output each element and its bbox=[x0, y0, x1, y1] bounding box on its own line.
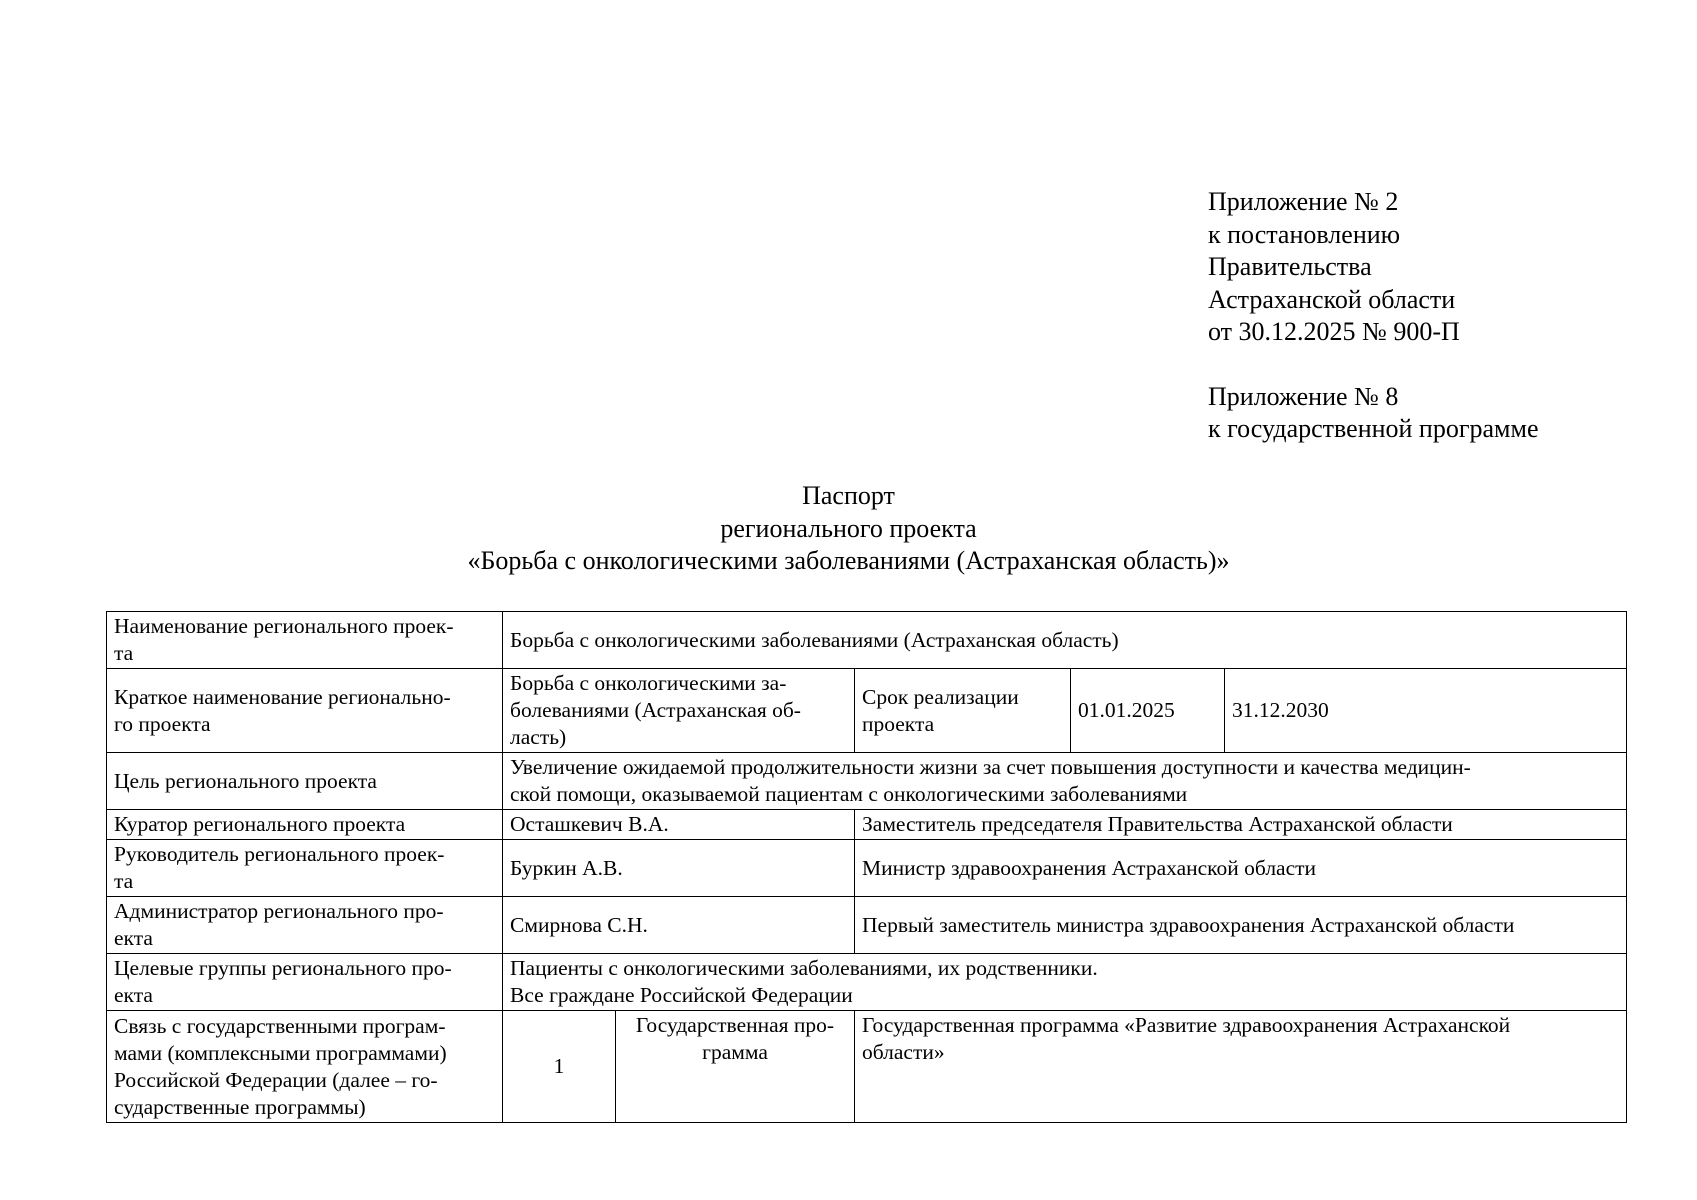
target-groups-label: Целевые группы регионального про- екта bbox=[107, 954, 503, 1011]
passport-table bbox=[106, 611, 1627, 1123]
appendix-gap bbox=[1208, 349, 1539, 381]
table-row bbox=[107, 840, 1627, 897]
project-name-label: Наименование регионального проек- та bbox=[107, 612, 503, 669]
admin-name: Смирнова С.Н. bbox=[503, 897, 855, 954]
table-row bbox=[107, 669, 1627, 753]
head-name: Буркин А.В. bbox=[503, 840, 855, 897]
table-row bbox=[107, 897, 1627, 954]
table-row bbox=[107, 753, 1627, 810]
admin-position: Первый заместитель министра здравоохранения Астраханской области bbox=[855, 897, 1627, 954]
table-row bbox=[107, 810, 1627, 840]
appendix-line: Астраханской области bbox=[1208, 284, 1456, 314]
admin-label: Администратор регионального про- екта bbox=[107, 897, 503, 954]
appendix-line: Приложение № 8 bbox=[1208, 381, 1399, 411]
term-start: 01.01.2025 bbox=[1071, 669, 1225, 753]
appendix-block bbox=[1208, 186, 1539, 446]
title-line: регионального проекта bbox=[720, 513, 977, 543]
target-groups-value: Пациенты с онкологическими заболеваниями, их родственники. Все граждане Российской Федерации bbox=[503, 954, 1627, 1011]
head-label: Руководитель регионального проек- та bbox=[107, 840, 503, 897]
program-type: Государственная про- грамма bbox=[616, 1011, 855, 1123]
term-label: Срок реализации проекта bbox=[855, 669, 1071, 753]
curator-label: Куратор регионального проекта bbox=[107, 810, 503, 840]
appendix-line: Приложение № 2 bbox=[1208, 187, 1399, 216]
table-row bbox=[107, 954, 1627, 1011]
curator-position: Заместитель председателя Правительства Астраханской области bbox=[855, 810, 1627, 840]
appendix-line: от 30.12.2025 № 900-П bbox=[1208, 317, 1460, 346]
table-row bbox=[107, 1011, 1627, 1123]
appendix-line: к государственной программе bbox=[1208, 414, 1539, 443]
short-name-value: Борьба с онкологическими за- болеваниями (Астраханская об- ласть) bbox=[503, 669, 855, 753]
goal-label: Цель регионального проекта bbox=[107, 753, 503, 810]
table-row bbox=[107, 612, 1627, 669]
program-number: 1 bbox=[503, 1011, 616, 1123]
curator-name: Осташкевич В.А. bbox=[503, 810, 855, 840]
programs-link-label: Связь с государственными програм- мами (комплексными программами) Российской Федерации (далее – го- сударственные программы) bbox=[107, 1011, 503, 1123]
title-line: Паспорт bbox=[802, 481, 895, 510]
short-name-label: Краткое наименование регионально- го проекта bbox=[107, 669, 503, 753]
head-position: Министр здравоохранения Астраханской области bbox=[855, 840, 1627, 897]
term-end: 31.12.2030 bbox=[1225, 669, 1627, 753]
appendix-line: Правительства bbox=[1208, 252, 1372, 281]
document-title bbox=[0, 480, 1697, 578]
goal-value: Увеличение ожидаемой продолжительности жизни за счет повышения доступности и качества медицин- ской помощи, оказываемой пациентам с онкологическими заболеваниями bbox=[503, 753, 1627, 810]
program-name: Государственная программа «Развитие здравоохранения Астраханской области» bbox=[855, 1011, 1627, 1123]
title-line: «Борьба с онкологическими заболеваниями (Астраханская область)» bbox=[467, 546, 1230, 575]
appendix-line: к постановлению bbox=[1208, 219, 1401, 249]
project-name-value: Борьба с онкологическими заболеваниями (Астраханская область) bbox=[503, 612, 1627, 669]
